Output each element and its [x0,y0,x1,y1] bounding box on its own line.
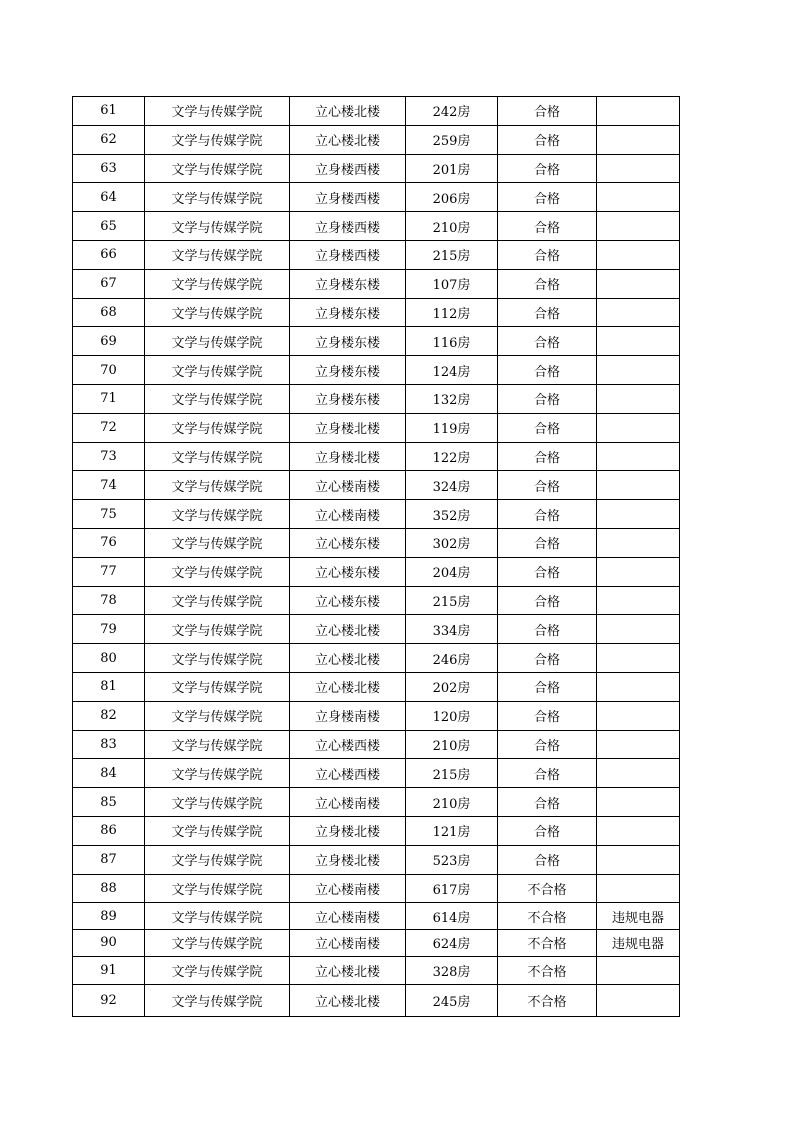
note-cell [597,269,680,298]
college-cell: 文学与传媒学院 [145,929,290,956]
room-cell: 201房 [406,154,498,183]
row-number-cell: 80 [73,644,145,673]
table-row [73,956,680,985]
college-cell: 文学与传媒学院 [145,956,290,985]
room-cell: 122房 [406,442,498,471]
result-cell: 合格 [498,816,597,845]
result-cell: 合格 [498,154,597,183]
room-cell: 119房 [406,413,498,442]
row-number-cell: 74 [73,471,145,500]
result-cell: 不合格 [498,956,597,985]
note-cell [597,327,680,356]
result-cell: 合格 [498,384,597,413]
row-number-cell: 64 [73,183,145,212]
building-cell: 立身楼东楼 [290,356,406,385]
table-row [73,97,680,126]
table-row [73,759,680,788]
result-cell: 不合格 [498,903,597,930]
note-cell [597,183,680,212]
result-cell: 不合格 [498,929,597,956]
college-cell: 文学与传媒学院 [145,615,290,644]
college-cell: 文学与传媒学院 [145,212,290,241]
table-row [73,985,680,1017]
note-cell [597,586,680,615]
row-number-cell: 62 [73,125,145,154]
row-number-cell: 67 [73,269,145,298]
building-cell: 立心楼北楼 [290,644,406,673]
building-cell: 立心楼北楼 [290,985,406,1017]
row-number-cell: 81 [73,672,145,701]
table-row [73,816,680,845]
college-cell: 文学与传媒学院 [145,557,290,586]
college-cell: 文学与传媒学院 [145,730,290,759]
table-row [73,125,680,154]
note-cell [597,471,680,500]
table-row [73,845,680,874]
building-cell: 立身楼北楼 [290,845,406,874]
building-cell: 立身楼北楼 [290,442,406,471]
note-cell [597,816,680,845]
result-cell: 合格 [498,788,597,817]
building-cell: 立心楼北楼 [290,125,406,154]
result-cell: 合格 [498,557,597,586]
building-cell: 立身楼东楼 [290,269,406,298]
note-cell [597,298,680,327]
table-row [73,154,680,183]
result-cell: 合格 [498,413,597,442]
building-cell: 立心楼东楼 [290,528,406,557]
table-row [73,471,680,500]
college-cell: 文学与传媒学院 [145,759,290,788]
room-cell: 624房 [406,929,498,956]
row-number-cell: 82 [73,701,145,730]
row-number-cell: 78 [73,586,145,615]
room-cell: 328房 [406,956,498,985]
college-cell: 文学与传媒学院 [145,356,290,385]
note-cell [597,845,680,874]
room-cell: 617房 [406,874,498,903]
note-cell [597,442,680,471]
building-cell: 立身楼西楼 [290,212,406,241]
college-cell: 文学与传媒学院 [145,874,290,903]
college-cell: 文学与传媒学院 [145,269,290,298]
room-cell: 124房 [406,356,498,385]
building-cell: 立心楼南楼 [290,471,406,500]
note-cell [597,557,680,586]
room-cell: 116房 [406,327,498,356]
table-row [73,298,680,327]
table-row [73,644,680,673]
result-cell: 合格 [498,327,597,356]
note-cell: 违规电器 [597,903,680,930]
college-cell: 文学与传媒学院 [145,298,290,327]
note-cell: 违规电器 [597,929,680,956]
row-number-cell: 86 [73,816,145,845]
result-cell: 合格 [498,471,597,500]
room-cell: 210房 [406,788,498,817]
table-row [73,557,680,586]
row-number-cell: 75 [73,500,145,529]
row-number-cell: 76 [73,528,145,557]
room-cell: 215房 [406,759,498,788]
row-number-cell: 77 [73,557,145,586]
building-cell: 立心楼南楼 [290,929,406,956]
result-cell: 合格 [498,269,597,298]
note-cell [597,759,680,788]
result-cell: 合格 [498,586,597,615]
table-row [73,929,680,956]
row-number-cell: 79 [73,615,145,644]
row-number-cell: 89 [73,903,145,930]
college-cell: 文学与传媒学院 [145,586,290,615]
row-number-cell: 69 [73,327,145,356]
note-cell [597,154,680,183]
college-cell: 文学与传媒学院 [145,442,290,471]
note-cell [597,356,680,385]
room-cell: 107房 [406,269,498,298]
room-cell: 132房 [406,384,498,413]
table-row [73,701,680,730]
table-row [73,528,680,557]
building-cell: 立身楼西楼 [290,183,406,212]
row-number-cell: 90 [73,929,145,956]
result-cell: 合格 [498,356,597,385]
note-cell [597,125,680,154]
college-cell: 文学与传媒学院 [145,125,290,154]
building-cell: 立身楼东楼 [290,384,406,413]
result-cell: 合格 [498,298,597,327]
room-cell: 121房 [406,816,498,845]
row-number-cell: 63 [73,154,145,183]
note-cell [597,788,680,817]
dorm-inspection-table [72,96,680,1017]
row-number-cell: 91 [73,956,145,985]
result-cell: 合格 [498,672,597,701]
row-number-cell: 61 [73,97,145,126]
result-cell: 合格 [498,644,597,673]
row-number-cell: 88 [73,874,145,903]
note-cell [597,730,680,759]
building-cell: 立身楼南楼 [290,701,406,730]
college-cell: 文学与传媒学院 [145,644,290,673]
building-cell: 立心楼南楼 [290,788,406,817]
room-cell: 206房 [406,183,498,212]
college-cell: 文学与传媒学院 [145,816,290,845]
room-cell: 614房 [406,903,498,930]
room-cell: 215房 [406,240,498,269]
table-row [73,413,680,442]
result-cell: 合格 [498,212,597,241]
note-cell [597,701,680,730]
row-number-cell: 73 [73,442,145,471]
note-cell [597,874,680,903]
note-cell [597,500,680,529]
room-cell: 324房 [406,471,498,500]
building-cell: 立心楼东楼 [290,557,406,586]
building-cell: 立心楼南楼 [290,874,406,903]
college-cell: 文学与传媒学院 [145,471,290,500]
note-cell [597,985,680,1017]
table-row [73,788,680,817]
college-cell: 文学与传媒学院 [145,240,290,269]
result-cell: 合格 [498,183,597,212]
college-cell: 文学与传媒学院 [145,97,290,126]
building-cell: 立心楼南楼 [290,903,406,930]
table-row [73,384,680,413]
row-number-cell: 83 [73,730,145,759]
college-cell: 文学与传媒学院 [145,528,290,557]
note-cell [597,644,680,673]
room-cell: 334房 [406,615,498,644]
row-number-cell: 71 [73,384,145,413]
result-cell: 合格 [498,442,597,471]
college-cell: 文学与传媒学院 [145,384,290,413]
note-cell [597,97,680,126]
building-cell: 立身楼东楼 [290,298,406,327]
college-cell: 文学与传媒学院 [145,413,290,442]
building-cell: 立心楼北楼 [290,672,406,701]
result-cell: 合格 [498,240,597,269]
table-row [73,615,680,644]
note-cell [597,212,680,241]
table-row [73,730,680,759]
note-cell [597,615,680,644]
row-number-cell: 72 [73,413,145,442]
room-cell: 204房 [406,557,498,586]
result-cell: 合格 [498,615,597,644]
table-row [73,874,680,903]
note-cell [597,413,680,442]
college-cell: 文学与传媒学院 [145,672,290,701]
row-number-cell: 65 [73,212,145,241]
room-cell: 202房 [406,672,498,701]
room-cell: 245房 [406,985,498,1017]
building-cell: 立心楼东楼 [290,586,406,615]
building-cell: 立心楼南楼 [290,500,406,529]
result-cell: 合格 [498,500,597,529]
row-number-cell: 68 [73,298,145,327]
row-number-cell: 92 [73,985,145,1017]
building-cell: 立身楼东楼 [290,327,406,356]
room-cell: 246房 [406,644,498,673]
note-cell [597,956,680,985]
row-number-cell: 70 [73,356,145,385]
college-cell: 文学与传媒学院 [145,903,290,930]
table-row [73,327,680,356]
table-row [73,903,680,930]
room-cell: 259房 [406,125,498,154]
college-cell: 文学与传媒学院 [145,788,290,817]
building-cell: 立心楼西楼 [290,730,406,759]
room-cell: 210房 [406,730,498,759]
building-cell: 立身楼西楼 [290,240,406,269]
building-cell: 立身楼西楼 [290,154,406,183]
room-cell: 242房 [406,97,498,126]
building-cell: 立身楼北楼 [290,816,406,845]
room-cell: 523房 [406,845,498,874]
table-body [73,97,680,1017]
row-number-cell: 85 [73,788,145,817]
building-cell: 立心楼北楼 [290,97,406,126]
college-cell: 文学与传媒学院 [145,985,290,1017]
college-cell: 文学与传媒学院 [145,701,290,730]
building-cell: 立心楼西楼 [290,759,406,788]
table-row [73,356,680,385]
note-cell [597,528,680,557]
room-cell: 215房 [406,586,498,615]
result-cell: 合格 [498,125,597,154]
result-cell: 合格 [498,701,597,730]
table-row [73,212,680,241]
room-cell: 112房 [406,298,498,327]
building-cell: 立心楼北楼 [290,956,406,985]
row-number-cell: 66 [73,240,145,269]
result-cell: 合格 [498,97,597,126]
note-cell [597,672,680,701]
row-number-cell: 87 [73,845,145,874]
college-cell: 文学与传媒学院 [145,845,290,874]
result-cell: 合格 [498,759,597,788]
result-cell: 合格 [498,730,597,759]
note-cell [597,384,680,413]
college-cell: 文学与传媒学院 [145,183,290,212]
note-cell [597,240,680,269]
college-cell: 文学与传媒学院 [145,500,290,529]
table-row [73,240,680,269]
result-cell: 合格 [498,528,597,557]
result-cell: 不合格 [498,874,597,903]
table-row [73,442,680,471]
result-cell: 不合格 [498,985,597,1017]
result-cell: 合格 [498,845,597,874]
table-row [73,269,680,298]
row-number-cell: 84 [73,759,145,788]
room-cell: 302房 [406,528,498,557]
table-row [73,672,680,701]
room-cell: 352房 [406,500,498,529]
building-cell: 立心楼北楼 [290,615,406,644]
college-cell: 文学与传媒学院 [145,154,290,183]
room-cell: 120房 [406,701,498,730]
table-row [73,183,680,212]
table-row [73,500,680,529]
table-row [73,586,680,615]
room-cell: 210房 [406,212,498,241]
college-cell: 文学与传媒学院 [145,327,290,356]
building-cell: 立身楼北楼 [290,413,406,442]
